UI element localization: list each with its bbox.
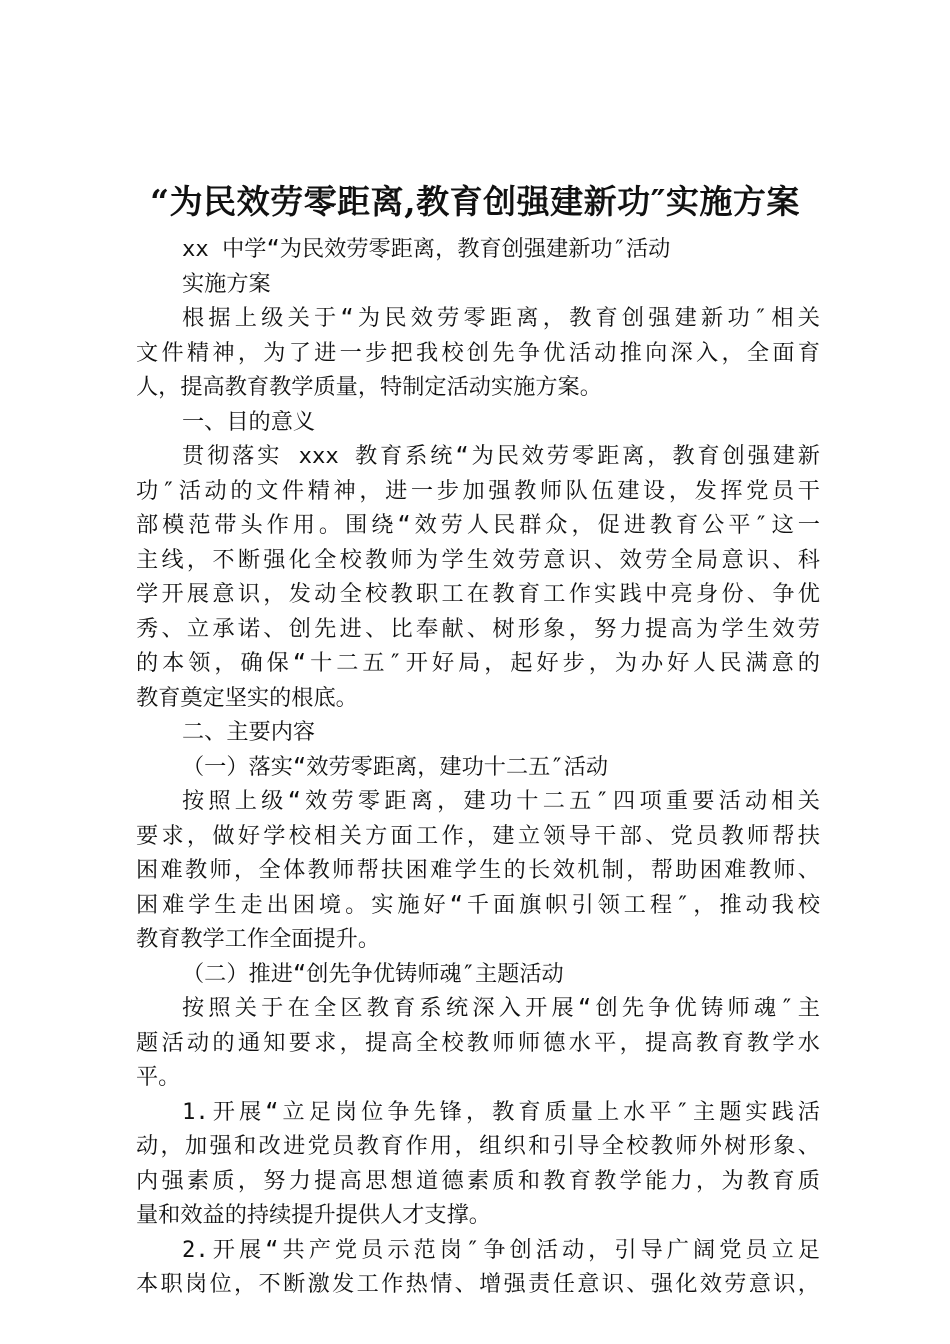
- text-line: 实施方案: [182, 270, 271, 297]
- text-line: 困难教师，全体教师帮扶困难学生的长效机制，帮助困难教师、: [136, 857, 820, 883]
- text-line: 困难学生走出困境。实施好“千面旗帜引领工程″，推动我校: [136, 891, 820, 918]
- text-line: 量和效益的持续提升提供人才支撑。: [136, 1202, 491, 1228]
- text-line: 按照上级“效劳零距离，建功十二五″四项重要活动相关: [182, 788, 820, 814]
- document-title: “为民效劳零距离,教育创强建新功″实施方案: [150, 182, 800, 221]
- text-line: 二、主要内容: [182, 719, 316, 745]
- text-line: 2.开展“共产党员示范岗″争创活动，引导广阔党员立足: [182, 1236, 820, 1263]
- text-line: 一、目的意义: [182, 408, 316, 435]
- text-line: 内强素质，努力提高思想道德素质和教育教学能力，为教育质: [136, 1167, 820, 1194]
- text-line: 功″活动的文件精神，进一步加强教师队伍建设，发挥党员干: [136, 477, 820, 504]
- text-line: 平。: [136, 1064, 181, 1090]
- text-line: 学开展意识，发动全校教职工在教育工作实践中亮身份、争优: [136, 581, 820, 607]
- text-line: 的本领，确保“十二五″开好局，起好步，为办好人民满意的: [136, 650, 820, 676]
- text-line: 教育教学工作全面提升。: [136, 926, 381, 952]
- text-line: 教育奠定坚实的根底。: [136, 684, 358, 711]
- text-line: 根据上级关于“为民效劳零距离，教育创强建新功″相关: [182, 305, 820, 331]
- text-line: 主线，不断强化全校教师为学生效劳意识、效劳全局意识、科: [136, 546, 820, 573]
- text-line: 人，提高教育教学质量，特制定活动实施方案。: [136, 374, 602, 400]
- text-line: xx 中学“为民效劳零距离，教育创强建新功″活动: [182, 236, 671, 262]
- text-line: 题活动的通知要求，提高全校教师师德水平，提高教育教学水: [136, 1029, 820, 1056]
- document-body: [136, 232, 820, 1302]
- text-line: （二）推进“创先争优铸师魂″主题活动: [182, 960, 564, 987]
- text-line: 要求，做好学校相关方面工作，建立领导干部、党员教师帮扶: [136, 822, 820, 849]
- text-line: 按照关于在全区教育系统深入开展“创先争优铸师魂″主: [182, 995, 820, 1021]
- text-line: 秀、立承诺、创先进、比奉献、树形象，努力提高为学生效劳: [136, 615, 820, 642]
- text-line: （一）落实“效劳零距离，建功十二五″活动: [182, 753, 609, 780]
- text-line: 部模范带头作用。围绕“效劳人民群众，促进教育公平″这一: [136, 512, 820, 538]
- text-line: 贯彻落实 xxx 教育系统“为民效劳零距离，教育创强建新: [182, 443, 820, 469]
- text-line: 1.开展“立足岗位争先锋，教育质量上水平″主题实践活: [182, 1098, 820, 1125]
- text-line: 文件精神，为了进一步把我校创先争优活动推向深入，全面育: [136, 339, 820, 366]
- text-line: 动，加强和改进党员教育作用，组织和引导全校教师外树形象、: [136, 1133, 820, 1159]
- text-line: 本职岗位，不断激发工作热情、增强责任意识、强化效劳意识，: [136, 1271, 820, 1297]
